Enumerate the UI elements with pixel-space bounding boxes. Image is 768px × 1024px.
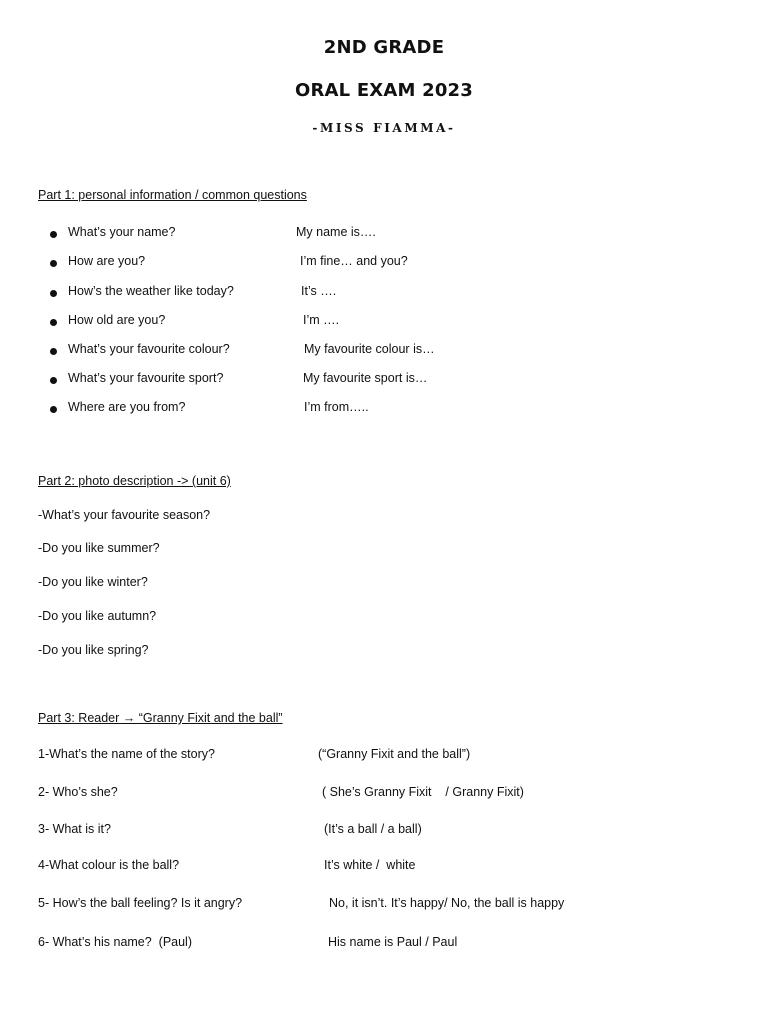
bullet-icon xyxy=(50,231,57,238)
part2-question: -Do you like summer? xyxy=(38,541,160,555)
part1-answer: My favourite colour is… xyxy=(304,342,435,356)
title-exam: ORAL EXAM 2023 xyxy=(294,80,473,101)
part2-question: -Do you like winter? xyxy=(38,575,148,589)
part3-answer: No, it isn’t. It’s happy/ No, the ball is happy xyxy=(329,896,565,910)
part1-question: How old are you? xyxy=(68,313,166,327)
part3-answer: ( She’s Granny Fixit / Granny Fixit) xyxy=(322,785,524,799)
part1-question: What’s your name? xyxy=(68,225,176,239)
part1-answer: I’m …. xyxy=(303,313,340,327)
part3-heading: Part 3: Reader → “Granny Fixit and the ball” xyxy=(38,711,283,725)
part1-question: How are you? xyxy=(68,254,146,268)
part3-question: 1-What’s the name of the story? xyxy=(38,747,215,761)
part3-answer: (It’s a ball / a ball) xyxy=(324,822,422,836)
part3-question: 6- What’s his name? (Paul) xyxy=(38,935,192,949)
part3-question: 4-What colour is the ball? xyxy=(38,858,180,872)
bullet-icon xyxy=(50,348,57,355)
bullet-icon xyxy=(50,260,57,267)
subtitle-teacher: -MISS FIAMMA- xyxy=(312,121,456,135)
part1-question: What’s your favourite colour? xyxy=(68,342,230,356)
part3-answer: (“Granny Fixit and the ball”) xyxy=(318,747,471,761)
part1-heading: Part 1: personal information / common questions xyxy=(38,188,307,202)
part1-answer: It’s …. xyxy=(301,284,337,298)
part2-question: -Do you like spring? xyxy=(38,643,149,657)
bullet-icon xyxy=(50,290,57,297)
bullet-icon xyxy=(50,406,57,413)
part1-answer: My favourite sport is… xyxy=(303,371,428,385)
part1-answer: My name is…. xyxy=(296,225,376,239)
part1-question: How’s the weather like today? xyxy=(68,284,234,298)
bullet-icon xyxy=(50,319,57,326)
part1-question: Where are you from? xyxy=(68,400,186,414)
part2-question: -What’s your favourite season? xyxy=(38,508,211,522)
part2-heading: Part 2: photo description -> (unit 6) xyxy=(38,474,231,488)
part1-answer: I’m fine… and you? xyxy=(300,254,408,268)
part3-question: 2- Who’s she? xyxy=(38,785,118,799)
part3-question: 5- How’s the ball feeling? Is it angry? xyxy=(38,896,243,910)
part3-answer: It’s white / white xyxy=(324,858,416,872)
part2-question: -Do you like autumn? xyxy=(38,609,157,623)
bullet-icon xyxy=(50,377,57,384)
part1-answer: I’m from….. xyxy=(304,400,369,414)
part1-question: What’s your favourite sport? xyxy=(68,371,224,385)
part3-answer: His name is Paul / Paul xyxy=(328,935,458,949)
part3-question: 3- What is it? xyxy=(38,822,111,836)
title-grade: 2ND GRADE xyxy=(323,37,445,58)
